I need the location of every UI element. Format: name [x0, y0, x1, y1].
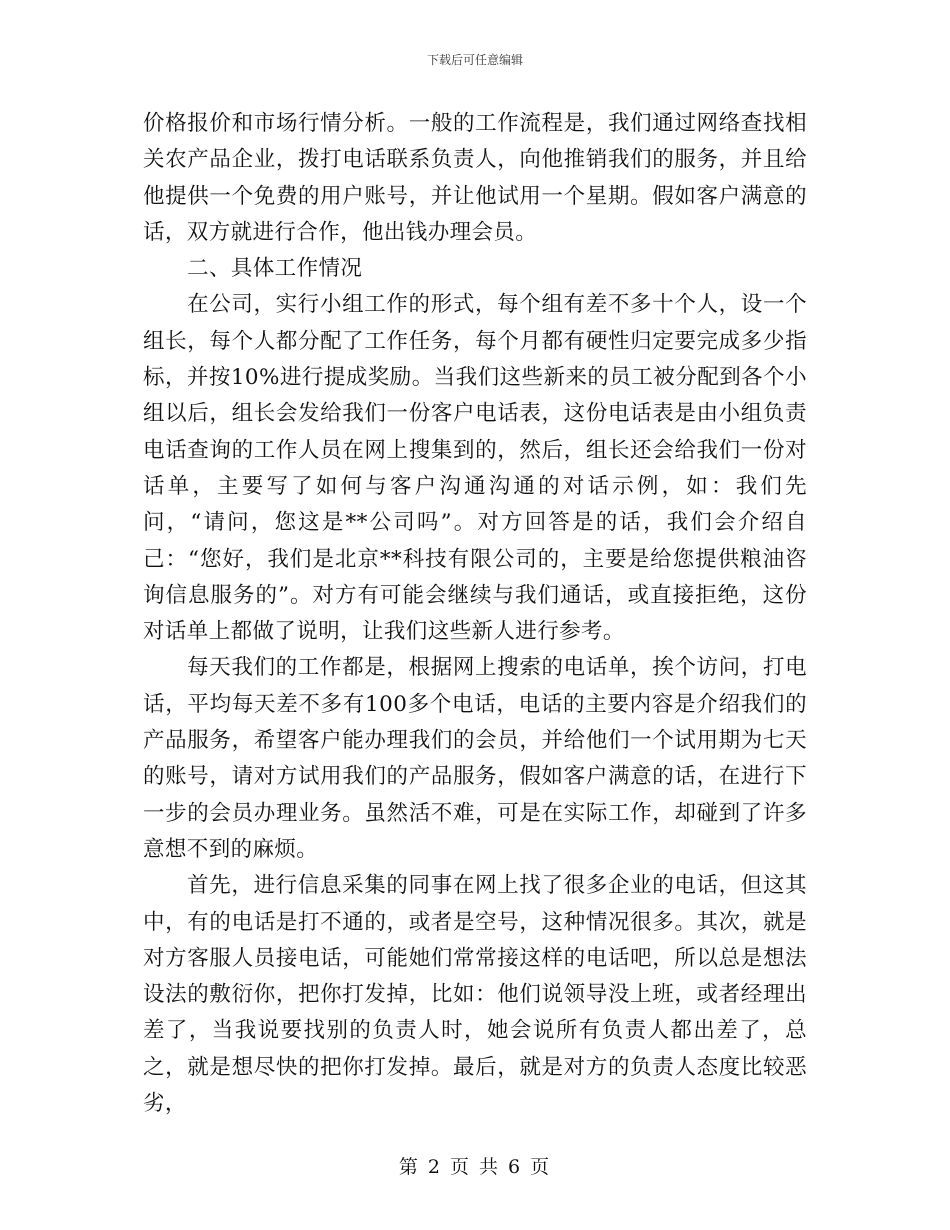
paragraph-continuation: 价格报价和市场行情分析。一般的工作流程是，我们通过网络查找相关农产品企业，拨打电话联系负责人，向他推销我们的服务，并且给他提供一个免费的用户账号，并让他试用一个星期。假如客户满意的话，双方就进行合作，他出钱办理会员。	[143, 111, 807, 245]
document-body	[143, 106, 807, 1122]
page-header: 下载后可任意编辑	[426, 53, 523, 67]
paragraph-daily-work: 每天我们的工作都是，根据网上搜索的电话单，挨个访问，打电话，平均每天差不多有100多个电话，电话的主要内容是介绍我们的产品服务，希望客户能办理我们的会员，并给他们一个试用期为七天的账号，请对方试用我们的产品服务，假如客户满意的话，在进行下一步的会员办理业务。虽然活不难，可是在实际工作，却碰到了许多意想不到的麻烦。	[143, 655, 807, 862]
paragraph-team-work: 在公司，实行小组工作的形式，每个组有差不多十个人，设一个组长，每个人都分配了工作任务，每个月都有硬性归定要完成多少指标，并按10%进行提成奖励。当我们这些新来的员工被分配到各个小组以后，组长会发给我们一份客户电话表，这份电话表是由小组负责电话查询的工作人员在网上搜集到的，然后，组长还会给我们一份对话单，主要写了如何与客户沟通沟通的对话示例，如：我们先问，“请问，您这是**公司吗”。对方回答是的话，我们会介绍自己：“您好，我们是北京**科技有限公司的，主要是给您提供粮油咨询信息服务的”。对方有可能会继续与我们通话，或直接拒绝，这份对话单上都做了说明，让我们这些新人进行参考。	[143, 292, 807, 645]
section-heading: 二、具体工作情况	[187, 256, 363, 282]
paragraph-problems: 首先，进行信息采集的同事在网上找了很多企业的电话，但这其中，有的电话是打不通的，或者是空号，这种情况很多。其次，就是对方客服人员接电话，可能她们常常接这样的电话吧，所以总是想法设法的敷衍你，把你打发掉，比如：他们说领导没上班，或者经理出差了，当我说要找别的负责人时，她会说所有负责人都出差了，总之，就是想尽快的把你打发掉。最后，就是对方的负责人态度比较恶劣，	[143, 873, 807, 1117]
page-number: 第 2 页 共 6 页	[398, 1156, 552, 1178]
